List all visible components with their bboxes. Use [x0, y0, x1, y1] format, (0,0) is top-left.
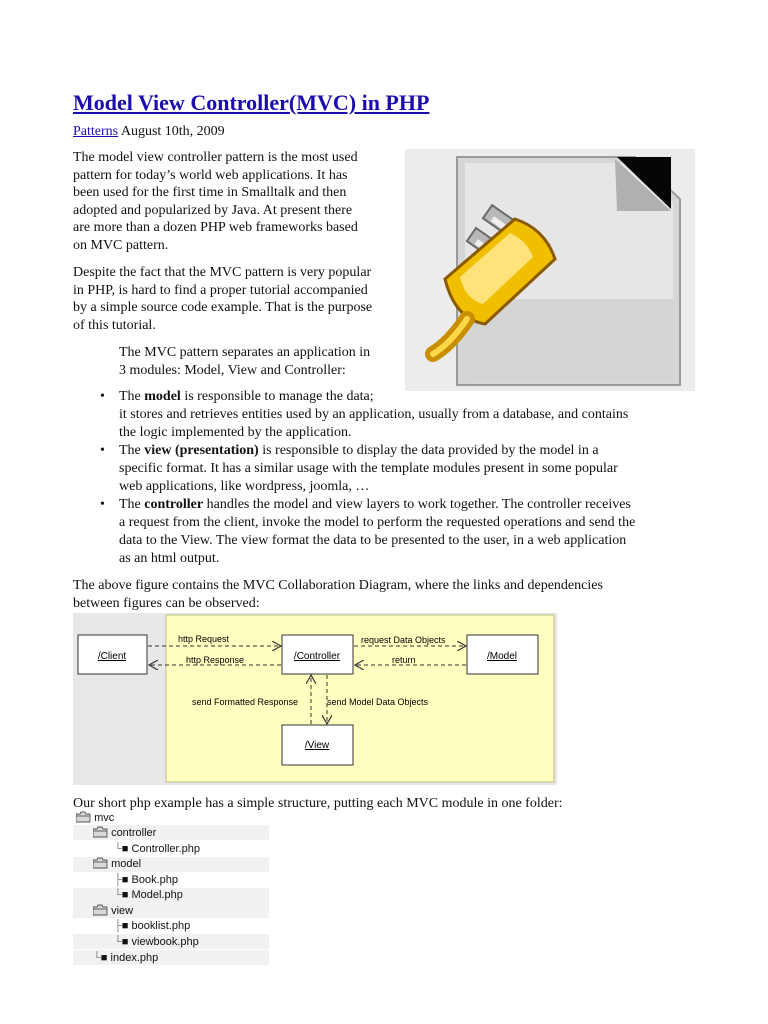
- text-line: The model view controller pattern is the most used: [73, 150, 358, 165]
- figure-caption: [73, 577, 713, 612]
- file-icon: ■: [121, 936, 129, 948]
- diagram-canvas: [73, 613, 557, 785]
- text: is responsible to display the data provided by the model in a: [258, 443, 599, 458]
- text-line: Despite the fact that the MVC pattern is very popular: [73, 265, 372, 280]
- tree-label: viewbook.php: [131, 936, 199, 948]
- text-line: the logic implemented by the application.: [119, 425, 352, 440]
- tree-label: Controller.php: [131, 843, 201, 855]
- tree-file-book[interactable]: [114, 873, 178, 888]
- tree-label: Model.php: [131, 889, 183, 901]
- structure-paragraph: Our short php example has a simple structure, putting each MVC module in one folder:: [73, 796, 563, 811]
- tree-connector: ├: [114, 920, 122, 932]
- file-icon: ■: [121, 920, 129, 932]
- article-meta: [73, 124, 225, 140]
- text-line: 3 modules: Model, View and Controller:: [119, 362, 346, 378]
- text: is responsible to manage the data;: [180, 389, 374, 404]
- text: The: [119, 443, 145, 458]
- folder-icon: [93, 857, 108, 869]
- text: handles the model and view layers to work together. The controller receives: [203, 497, 631, 512]
- text-line: it stores and retrieves entities used by an application, usually from a database, and contains: [119, 407, 629, 422]
- tree-label: booklist.php: [131, 920, 191, 932]
- request-data-label: request Data Objects: [361, 635, 446, 645]
- tree-label: controller: [111, 827, 157, 839]
- tree-file-controller[interactable]: [114, 842, 200, 857]
- tree-file-model[interactable]: [114, 888, 183, 903]
- intro-paragraph: [73, 149, 403, 254]
- post-date: August 10th, 2009: [120, 124, 225, 139]
- send-model-label: send Model Data Objects: [327, 697, 429, 707]
- tree-folder-view[interactable]: [93, 904, 133, 919]
- text-line: adopted and popularized by Java. At present there: [73, 202, 353, 218]
- tree-file-viewbook[interactable]: [114, 935, 199, 950]
- tree-label: index.php: [110, 952, 159, 964]
- text-line: on MVC pattern.: [73, 237, 169, 253]
- tree-label: Book.php: [131, 874, 178, 886]
- controller-label: /Controller: [293, 651, 341, 662]
- mvc-collaboration-diagram: [73, 613, 557, 785]
- text-line: The MVC pattern separates an application in: [119, 345, 371, 360]
- view-label: /View: [304, 740, 330, 751]
- text: The: [119, 497, 145, 512]
- text-line: web applications, like wordpress, joomla, …: [119, 479, 370, 494]
- plugin-image: [405, 149, 695, 391]
- tree-connector: └: [114, 936, 122, 948]
- second-paragraph: [73, 264, 405, 334]
- bold-term: controller: [144, 497, 204, 512]
- text-line: as an html output.: [119, 551, 220, 566]
- text-line: been used for the first time in Smalltalk and then: [73, 185, 347, 200]
- send-formatted-label: send Formatted Response: [192, 697, 299, 707]
- file-icon: ■: [121, 889, 129, 901]
- return-label: return: [392, 655, 416, 665]
- text: The: [119, 389, 145, 404]
- text-line: of this tutorial.: [73, 317, 156, 333]
- http-request-label: http Request: [178, 634, 230, 644]
- modules-intro: [119, 344, 409, 379]
- text-line: between figures can be observed:: [73, 595, 260, 611]
- text-line: specific format. It has a similar usage with the template modules present in some popular: [119, 461, 618, 476]
- http-response-label: http Response: [186, 655, 245, 665]
- text-line: are more than a dozen PHP web frameworks based: [73, 220, 358, 235]
- text-line: The above figure contains the MVC Collaboration Diagram, where the links and dependencies: [73, 578, 603, 593]
- tree-label: model: [111, 858, 142, 870]
- article-title[interactable]: Model View Controller(MVC) in PHP: [73, 90, 430, 115]
- list-item: [98, 496, 698, 568]
- tree-file-index[interactable]: [93, 951, 158, 966]
- client-label: /Client: [97, 651, 127, 662]
- file-icon: ■: [121, 874, 129, 886]
- plug-icon: [405, 149, 695, 391]
- tree-connector: └: [114, 889, 122, 901]
- category-link[interactable]: Patterns: [73, 124, 119, 139]
- text-line: in PHP, is hard to find a proper tutorial accompanied: [73, 282, 368, 298]
- text-line: a request from the client, invoke the model to perform the requested operations and send the: [119, 515, 636, 530]
- file-icon: ■: [100, 952, 108, 964]
- list-item: [98, 442, 698, 496]
- tree-folder-controller[interactable]: [93, 826, 156, 841]
- bold-term: model: [144, 389, 181, 404]
- folder-icon: [93, 826, 108, 838]
- tree-file-booklist[interactable]: [114, 919, 190, 934]
- list-item: [98, 388, 698, 442]
- tree-connector: └: [114, 843, 122, 855]
- file-icon: ■: [121, 843, 129, 855]
- model-label: /Model: [486, 651, 518, 662]
- folder-icon: [76, 811, 91, 823]
- tree-label: view: [111, 905, 134, 917]
- tree-folder-mvc[interactable]: [76, 811, 114, 826]
- text-line: pattern for today’s world web applications. It has: [73, 167, 348, 183]
- tree-folder-model[interactable]: [93, 857, 141, 872]
- tree-connector: └: [93, 952, 101, 964]
- folder-icon: [93, 904, 108, 916]
- tree-label: mvc: [94, 812, 115, 824]
- text-line: data to the View. The view format the data to be presented to the user, in a web application: [119, 533, 627, 548]
- mvc-modules-list: [98, 388, 698, 568]
- tree-connector: ├: [114, 874, 122, 886]
- text-line: by a simple source code example. That is the purpose: [73, 300, 373, 315]
- bold-term: view (presentation): [144, 443, 259, 458]
